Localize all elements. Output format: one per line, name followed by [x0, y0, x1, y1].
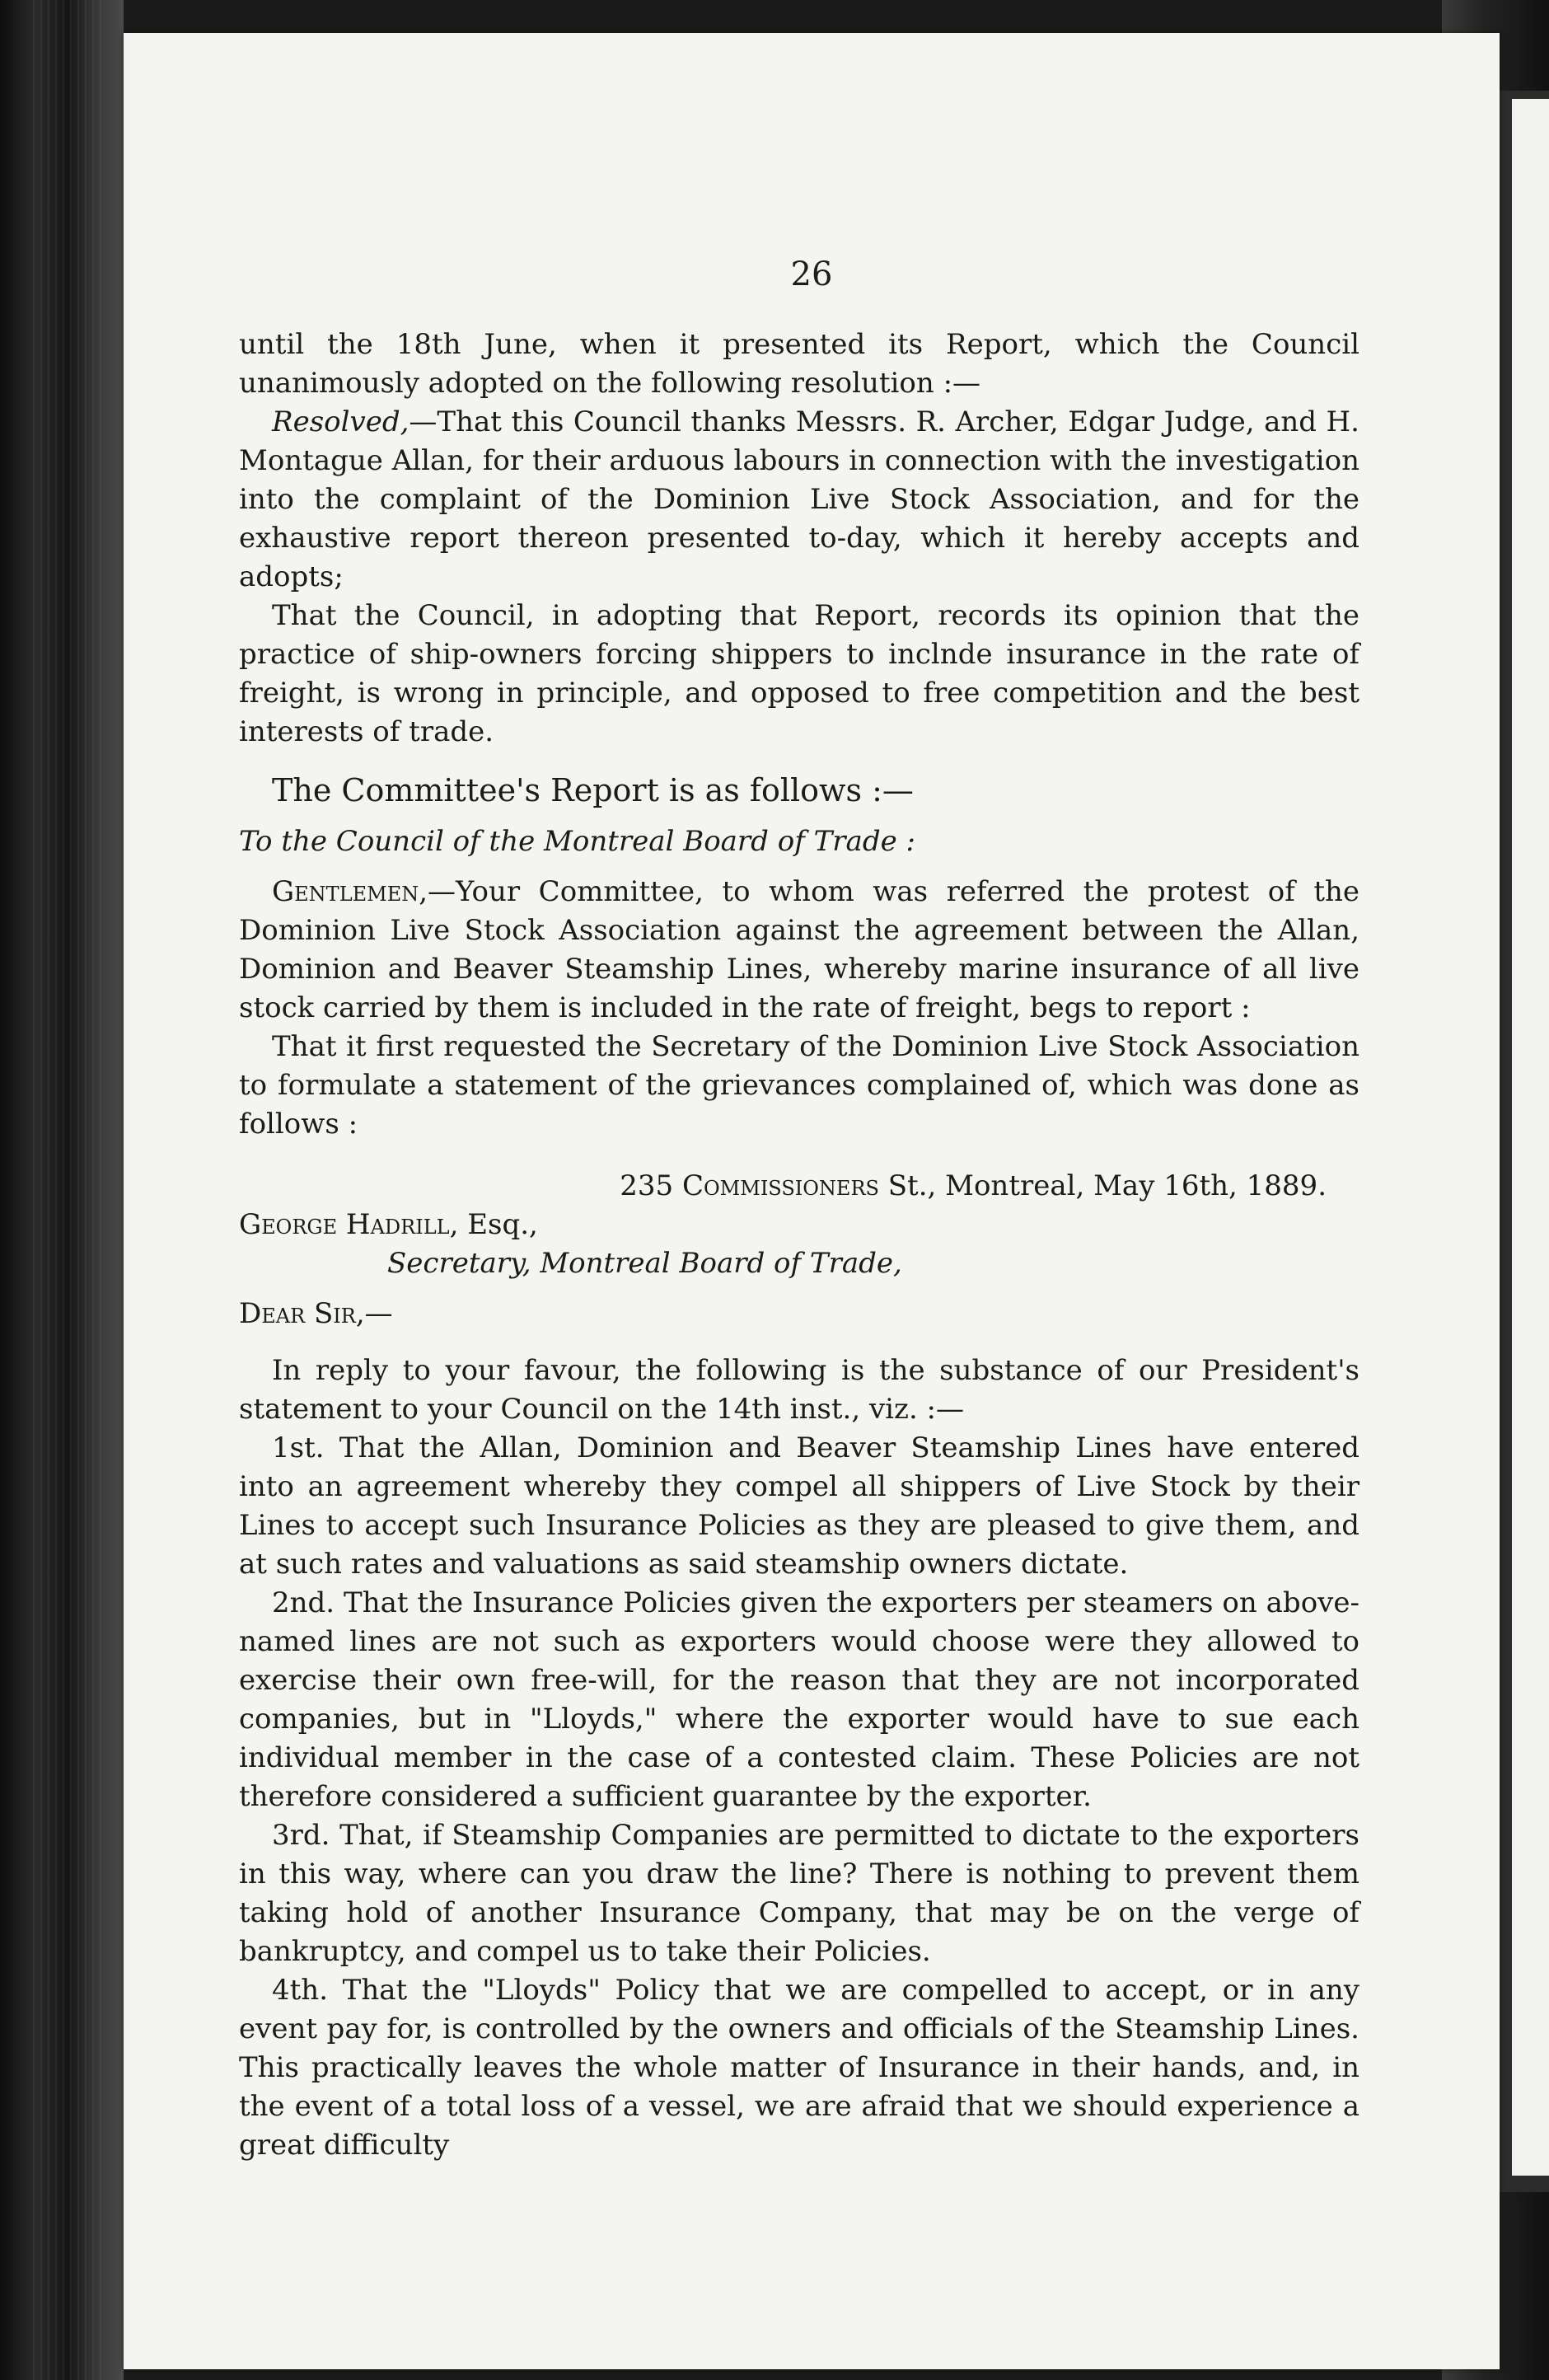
recipient-name: George Hadrill [239, 1208, 450, 1241]
page-number: 26 [790, 255, 833, 293]
resolved-text: —That this Council thanks Messrs. R. Archer, Edgar Judge, and H. Montague Allan, for their arduous labours in connection with the investigation into the complaint of the Dominion Live Stock Association, and for the exhaustive report thereon presented to-day, which it hereby accepts and adopts; [239, 405, 1359, 593]
address-number: 235 [620, 1169, 674, 1202]
gentlemen-text: —Your Committee, to whom was referred the protest of the Dominion Live Stock Association against the agreement between the Allan, Dominion and Beaver Steamship Lines, whereby marine insurance of all live stock carried by them is included in the rate of freight, begs to report : [239, 875, 1359, 1024]
letter-intro: In reply to your favour, the following is the substance of our President's statement to your Council on the 14th inst., viz. :— [239, 1354, 1359, 1426]
letter-point: 2nd. That the Insurance Policies given the exporters per steamers on above-named lines are not such as exporters would choose were they allowed to exercise their own free-will, for the reason that they are not incorporated companies, but in "Lloyds," where the exporter would have to sue each individual member in the case of a contested claim. These Policies are not therefore considered a sufficient guarantee by the exporter. [239, 1586, 1359, 1813]
letter-point: 3rd. That, if Steamship Companies are permitted to dictate to the exporters in this way, where can you draw the line? There is nothing to prevent them taking hold of another Insurance Company, that may be on the verge of bankruptcy, and compel us to take their Policies. [239, 1819, 1359, 1968]
recipient-title: Secretary, Montreal Board of Trade, [387, 1247, 902, 1280]
letter-address [239, 1167, 1359, 1206]
resolved-label: Resolved, [272, 405, 409, 438]
letter-salutation: Dear Sir,— [239, 1297, 393, 1330]
gentlemen-paragraph [239, 873, 1359, 1028]
report-heading: The Committee's Report is as follows :— [272, 772, 914, 808]
address-street: Commissioners [681, 1169, 879, 1202]
report-addressee: To the Council of the Montreal Board of Trade : [239, 825, 915, 858]
recipient-suffix: , Esq., [449, 1208, 538, 1241]
scanned-page [124, 33, 1500, 2369]
address-rest: St., Montreal, May 16th, 1889. [887, 1169, 1327, 1202]
opening-paragraph: until the 18th June, when it presented its Report, which the Council unanimously adopted on the following resolution :— [239, 328, 1359, 400]
gentlemen-label: Gentlemen, [272, 875, 428, 908]
binding-texture [33, 0, 107, 2380]
resolution-paragraph [239, 403, 1359, 597]
letter-point: 1st. That the Allan, Dominion and Beaver Steamship Lines have entered into an agreement whereby they compel all shippers of Live Stock by their Lines to accept such Insurance Policies as they are pleased to give them, and at such rates and valuations as said steamship owners dictate. [239, 1431, 1359, 1581]
council-opinion-paragraph: That the Council, in adopting that Report, records its opinion that the practice of ship-owners forcing shippers to inclnde insurance in the rate of freight, is wrong in principle, and opposed to free competition and the best interests of trade. [239, 599, 1359, 748]
page-body [239, 326, 1359, 2165]
first-request-paragraph: That it first requested the Secretary of the Dominion Live Stock Association to formulate a statement of the grievances complained of, which was done as follows : [239, 1030, 1359, 1141]
letter-recipient [239, 1206, 1359, 1244]
letter-point: 4th. That the "Lloyds" Policy that we are compelled to accept, or in any event pay for, is controlled by the owners and officials of the Steamship Lines. This practically leaves the whole matter of Insurance in their hands, and, in the event of a total loss of a vessel, we are afraid that we should experience a great difficulty [239, 1974, 1359, 2162]
facing-page-edge [1512, 99, 1549, 2176]
